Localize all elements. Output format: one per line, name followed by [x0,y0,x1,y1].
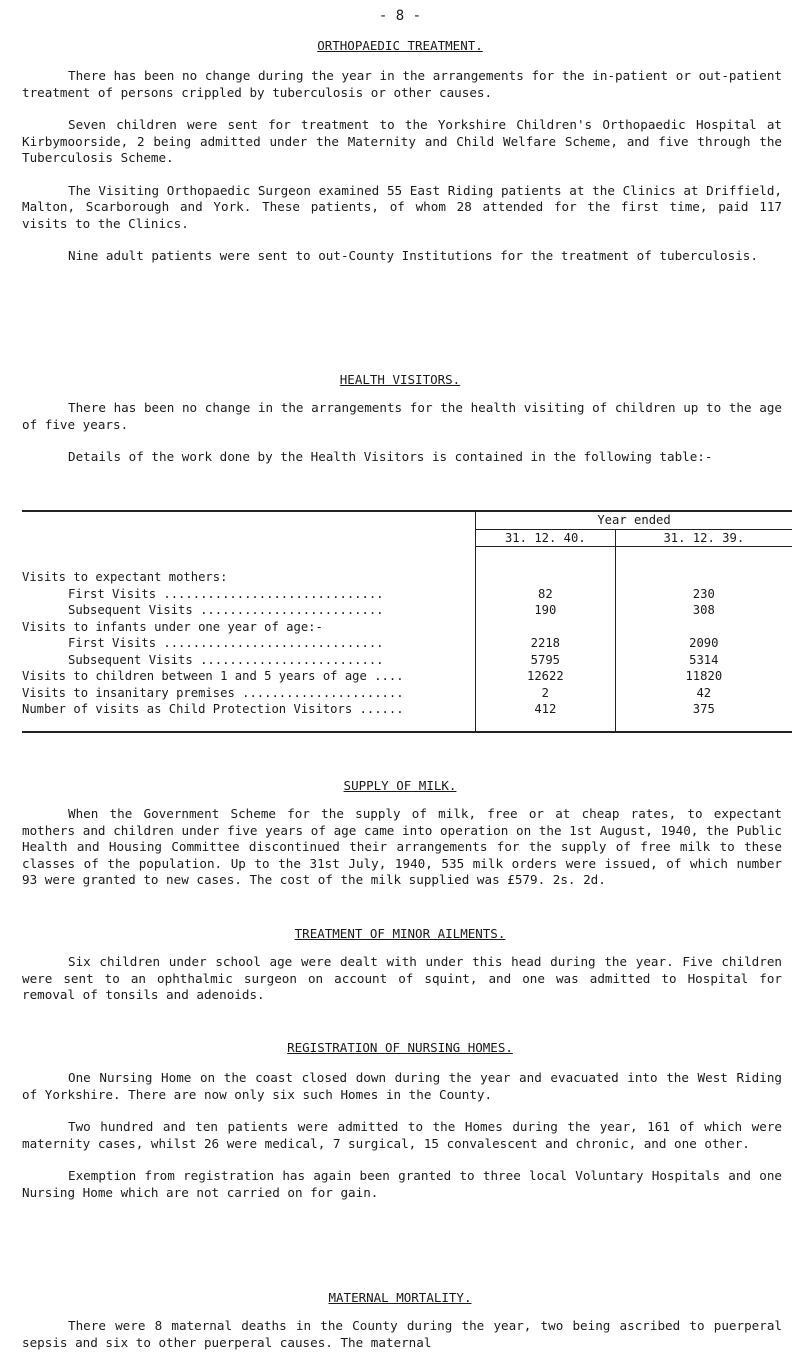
value-1939: 230 [615,586,792,603]
table-row [22,635,792,652]
row-label: Visits to insanitary premises ...................... [22,685,404,700]
maternal-mortality-heading: MATERNAL MORTALITY. [328,1290,472,1305]
nursing-homes-para-3: Exemption from registration has again been granted to three local Voluntary Hospitals and one Nursing Home which are not carried on for gain. [22,1168,782,1200]
col-1940-header: 31. 12. 40. [476,529,616,547]
value-1940 [476,619,616,636]
value-1940: 412 [476,701,616,718]
nursing-homes-heading: REGISTRATION OF NURSING HOMES. [287,1040,513,1055]
table-row [22,701,792,718]
value-1940: 5795 [476,652,616,669]
row-label: Visits to infants under one year of age:- [22,619,323,634]
value-1939: 11820 [615,668,792,685]
row-label: First Visits .............................. [68,636,384,650]
table-row [22,668,792,685]
maternal-mortality-section [22,1318,782,1351]
value-1940: 2 [476,685,616,702]
nursing-homes-section [22,1070,782,1201]
maternal-mortality-para: There were 8 maternal deaths in the County during the year, two being ascribed to puerperal sepsis and six to other puerperal causes. The maternal [22,1318,782,1350]
orthopaedic-section [22,68,782,265]
health-visitors-para-1: There has been no change in the arrangements for the health visiting of children up to the age of five years. [22,400,782,432]
visits-table [22,510,792,733]
value-1940 [476,569,616,586]
orthopaedic-para-3: The Visiting Orthopaedic Surgeon examined 55 East Riding patients at the Clinics at Driffield, Malton, Scarborough and York. These patients, of whom 28 attended for the first time, paid 117 visits to the Clinics. [22,182,782,231]
value-1939 [615,569,792,586]
orthopaedic-para-4: Nine adult patients were sent to out-County Institutions for the treatment of tuberculosis. [68,248,758,263]
value-1939: 375 [615,701,792,718]
row-label: Visits to children between 1 and 5 years of age .... [22,669,404,683]
orthopaedic-para-2: Seven children were sent for treatment to the Yorkshire Children's Orthopaedic Hospital at Kirbymoorside, 2 being admitted under the Maternity and Child Welfare Scheme, and five through the Tuberculosis Scheme. [22,117,782,165]
value-1939: 5314 [615,652,792,669]
row-label: First Visits .............................. [68,586,384,601]
page-number: - 8 - [378,8,422,24]
value-1940: 82 [476,586,616,603]
row-label: Visits to expectant mothers: [22,570,228,584]
milk-heading: SUPPLY OF MILK. [343,778,457,793]
nursing-homes-para-2: Two hundred and ten patients were admitted to the Homes during the year, 161 of which were maternity cases, whilst 26 were medical, 7 surgical, 15 convalescent and chronic, and one other. [22,1119,782,1151]
orthopaedic-heading: ORTHOPAEDIC TREATMENT. [317,38,483,53]
value-1940: 190 [476,602,616,619]
row-label: Subsequent Visits ......................... [68,603,384,617]
table-row [22,602,792,619]
value-1939 [615,619,792,636]
minor-ailments-para: Six children under school age were dealt with under this head during the year. Five children were sent to an ophthalmic surgeon on account of squint, and one was admitted to Hospital for removal of tonsils and adenoids. [22,954,782,1002]
row-label: Number of visits as Child Protection Visitors ...... [22,702,404,716]
table-row [22,619,792,636]
value-1939: 42 [615,685,792,702]
nursing-homes-para-1: One Nursing Home on the coast closed down during the year and evacuated into the West Riding of Yorkshire. There are now only six such Homes in the County. [22,1070,782,1102]
orthopaedic-para-1: There has been no change during the year in the arrangements for the in-patient or out-patient treatment of persons crippled by tuberculosis or other causes. [22,68,782,100]
value-1940: 2218 [476,635,616,652]
table-row [22,652,792,669]
minor-ailments-section [22,954,782,1004]
milk-para: When the Government Scheme for the supply of milk, free or at cheap rates, to expectant mothers and children under five years of age came into operation on the 1st August, 1940, the Public Health and Housing Committee discontinued their arrangements for the supply of free milk to these classes of the population. Up to the 31st July, 1940, 535 milk orders were issued, of which number 93 were granted to new cases. The cost of the milk supplied was £579. 2s. 2d. [22,806,782,887]
table-row [22,569,792,586]
visits-table-body [22,569,792,718]
health-visitors-para-2: Details of the work done by the Health Visitors is contained in the following table:- [68,449,713,464]
table-row [22,685,792,702]
health-visitors-heading: HEALTH VISITORS. [339,372,461,387]
col-1939-header: 31. 12. 39. [615,529,792,547]
row-label: Subsequent Visits ......................... [68,652,384,667]
milk-section [22,806,782,889]
value-1939: 2090 [615,635,792,652]
table-corner [22,511,476,547]
year-ended-header: Year ended [476,511,792,529]
health-visitors-section [22,400,782,466]
value-1940: 12622 [476,668,616,685]
value-1939: 308 [615,602,792,619]
minor-ailments-heading: TREATMENT OF MINOR AILMENTS. [294,926,506,941]
table-row [22,586,792,603]
